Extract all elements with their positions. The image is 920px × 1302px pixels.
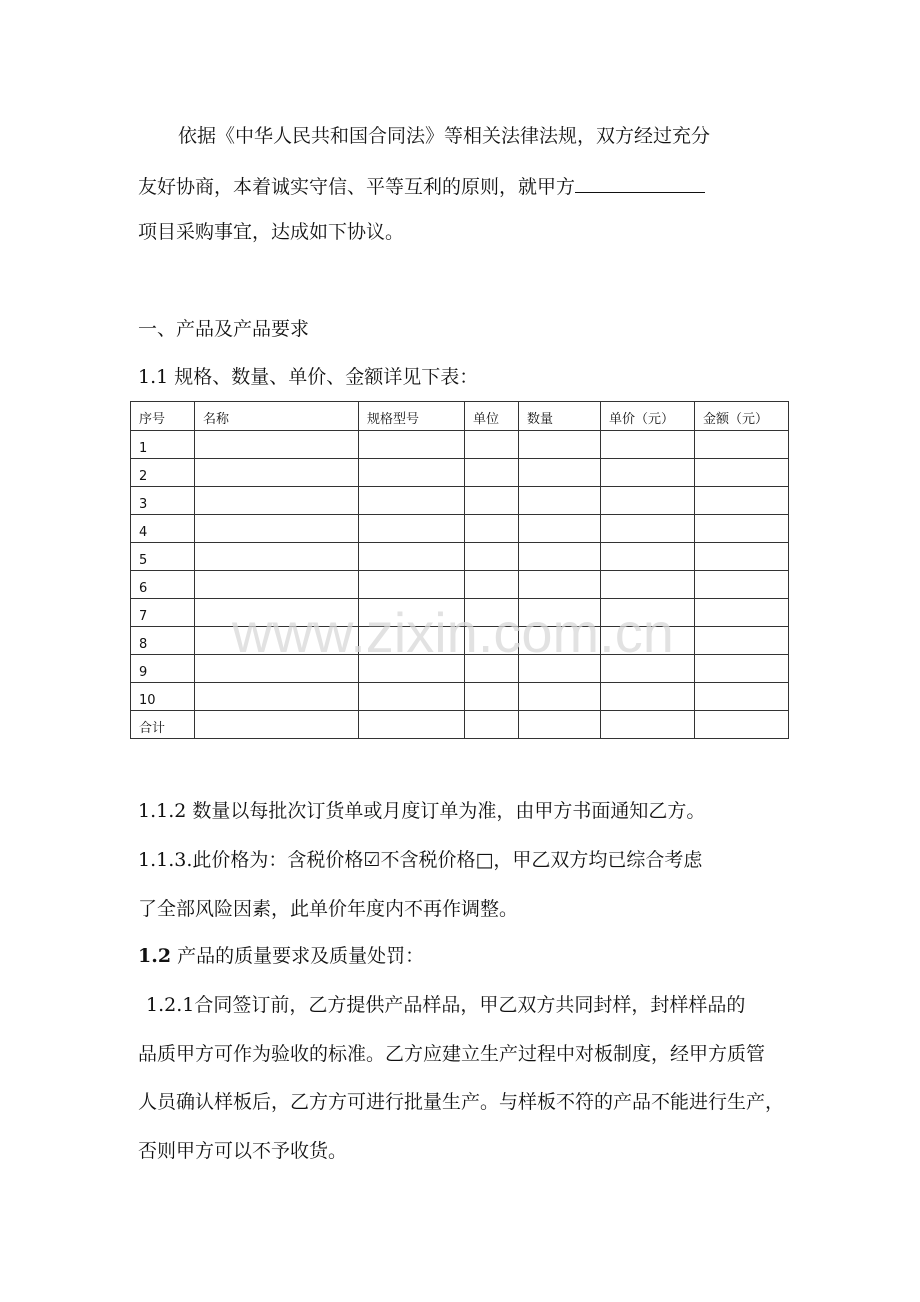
clause-1-1-3-prefix: 1.1.3.此价格为：含税价格	[138, 849, 364, 871]
header-index: 序号	[131, 402, 195, 431]
cell-amount[interactable]	[695, 627, 789, 655]
header-unit-price: 单价（元）	[601, 402, 695, 431]
cell-quantity[interactable]	[519, 515, 601, 543]
cell-spec[interactable]	[359, 627, 465, 655]
cell-name[interactable]	[195, 599, 359, 627]
cell-quantity[interactable]	[519, 431, 601, 459]
row-index: 6	[131, 571, 195, 599]
cell-amount[interactable]	[695, 515, 789, 543]
cell-unit[interactable]	[465, 655, 519, 683]
clause-1-2-1-line-2: 品质甲方可作为验收的标准。乙方应建立生产过程中对板制度，经甲方质管	[138, 1043, 766, 1065]
cell-spec[interactable]	[359, 543, 465, 571]
cell-quantity[interactable]	[519, 655, 601, 683]
cell-unit-price[interactable]	[601, 543, 695, 571]
cell-unit[interactable]	[465, 487, 519, 515]
table-row	[131, 515, 789, 543]
clause-1-2-1-line-3: 人员确认样板后，乙方方可进行批量生产。与样板不符的产品不能进行生产，	[138, 1091, 785, 1113]
row-index: 3	[131, 487, 195, 515]
cell-name[interactable]	[195, 711, 359, 739]
cell-spec[interactable]	[359, 683, 465, 711]
cell-spec[interactable]	[359, 599, 465, 627]
section-heading: 一、产品及产品要求	[138, 318, 310, 340]
tax-excluded-checkbox-icon[interactable]: □	[475, 849, 494, 871]
cell-name[interactable]	[195, 627, 359, 655]
clause-1-1-3-suffix: ，甲乙双方均已综合考虑	[493, 849, 703, 871]
cell-name[interactable]	[195, 487, 359, 515]
cell-quantity[interactable]	[519, 599, 601, 627]
cell-quantity[interactable]	[519, 571, 601, 599]
cell-spec[interactable]	[359, 487, 465, 515]
clause-1-1-3-line-1	[138, 848, 702, 872]
clause-1-1: 1.1 规格、数量、单价、金额详见下表：	[138, 366, 479, 388]
cell-name[interactable]	[195, 543, 359, 571]
cell-quantity[interactable]	[519, 459, 601, 487]
cell-unit-price[interactable]	[601, 515, 695, 543]
cell-unit-price[interactable]	[601, 599, 695, 627]
cell-amount[interactable]	[695, 711, 789, 739]
cell-name[interactable]	[195, 515, 359, 543]
cell-quantity[interactable]	[519, 711, 601, 739]
cell-amount[interactable]	[695, 543, 789, 571]
cell-unit-price[interactable]	[601, 571, 695, 599]
cell-quantity[interactable]	[519, 683, 601, 711]
cell-amount[interactable]	[695, 459, 789, 487]
clause-1-2-1-line-4: 否则甲方可以不予收货。	[138, 1140, 348, 1162]
clause-1-2-title: 产品的质量要求及质量处罚：	[171, 945, 425, 967]
clause-1-1-2: 1.1.2 数量以每批次订货单或月度订单为准，由甲方书面通知乙方。	[138, 800, 706, 822]
header-name: 名称	[195, 402, 359, 431]
cell-unit-price[interactable]	[601, 711, 695, 739]
row-index: 8	[131, 627, 195, 655]
cell-unit-price[interactable]	[601, 431, 695, 459]
table-row	[131, 487, 789, 515]
cell-unit-price[interactable]	[601, 627, 695, 655]
cell-name[interactable]	[195, 655, 359, 683]
cell-name[interactable]	[195, 431, 359, 459]
cell-quantity[interactable]	[519, 627, 601, 655]
row-index: 1	[131, 431, 195, 459]
row-index: 10	[131, 683, 195, 711]
table-row	[131, 431, 789, 459]
table-row	[131, 627, 789, 655]
cell-amount[interactable]	[695, 655, 789, 683]
tax-included-checkbox-icon[interactable]: ☑	[363, 849, 381, 871]
cell-quantity[interactable]	[519, 487, 601, 515]
cell-unit[interactable]	[465, 431, 519, 459]
row-index: 2	[131, 459, 195, 487]
project-name-blank[interactable]	[575, 172, 705, 193]
cell-unit[interactable]	[465, 627, 519, 655]
intro-line-1: 依据《中华人民共和国合同法》等相关法律法规，双方经过充分	[178, 125, 711, 147]
row-index: 5	[131, 543, 195, 571]
cell-name[interactable]	[195, 459, 359, 487]
cell-spec[interactable]	[359, 459, 465, 487]
header-unit: 单位	[465, 402, 519, 431]
table-row	[131, 599, 789, 627]
cell-unit[interactable]	[465, 599, 519, 627]
clause-1-2-1-line-1: 1.2.1合同签订前，乙方提供产品样品，甲乙双方共同封样，封样样品的	[146, 994, 746, 1016]
row-index: 4	[131, 515, 195, 543]
table-row	[131, 459, 789, 487]
table-header-row	[131, 402, 789, 431]
table-row	[131, 543, 789, 571]
row-index: 9	[131, 655, 195, 683]
cell-unit-price[interactable]	[601, 459, 695, 487]
clause-1-2-heading	[138, 944, 424, 968]
cell-unit-price[interactable]	[601, 683, 695, 711]
cell-unit[interactable]	[465, 515, 519, 543]
clause-1-1-3-middle: 不含税价格	[380, 849, 476, 871]
intro-line-3: 项目采购事宜，达成如下协议。	[138, 221, 405, 243]
cell-spec[interactable]	[359, 655, 465, 683]
cell-amount[interactable]	[695, 683, 789, 711]
cell-amount[interactable]	[695, 487, 789, 515]
cell-spec[interactable]	[359, 711, 465, 739]
cell-spec[interactable]	[359, 515, 465, 543]
intro-line-2	[138, 172, 705, 199]
cell-unit[interactable]	[465, 711, 519, 739]
intro-line-2-text: 友好协商，本着诚实守信、平等互利的原则，就甲方	[138, 176, 576, 198]
cell-unit-price[interactable]	[601, 655, 695, 683]
product-table	[130, 401, 789, 739]
header-amount: 金额（元）	[695, 402, 789, 431]
cell-amount[interactable]	[695, 571, 789, 599]
total-label: 合计	[131, 711, 195, 739]
cell-spec[interactable]	[359, 571, 465, 599]
cell-unit[interactable]	[465, 683, 519, 711]
table-row	[131, 571, 789, 599]
header-quantity: 数量	[519, 402, 601, 431]
cell-spec[interactable]	[359, 431, 465, 459]
cell-quantity[interactable]	[519, 543, 601, 571]
cell-unit[interactable]	[465, 543, 519, 571]
table-total-row	[131, 711, 789, 739]
cell-amount[interactable]	[695, 599, 789, 627]
clause-1-2-number: 1.2	[138, 945, 172, 967]
cell-unit-price[interactable]	[601, 487, 695, 515]
watermark: www.zixin.com.cn	[232, 601, 674, 664]
table-row	[131, 655, 789, 683]
cell-unit[interactable]	[465, 459, 519, 487]
cell-name[interactable]	[195, 571, 359, 599]
table-row	[131, 683, 789, 711]
header-spec: 规格型号	[359, 402, 465, 431]
cell-unit[interactable]	[465, 571, 519, 599]
clause-1-1-3-line-2: 了全部风险因素，此单价年度内不再作调整。	[138, 898, 519, 920]
row-index: 7	[131, 599, 195, 627]
cell-name[interactable]	[195, 683, 359, 711]
cell-amount[interactable]	[695, 431, 789, 459]
